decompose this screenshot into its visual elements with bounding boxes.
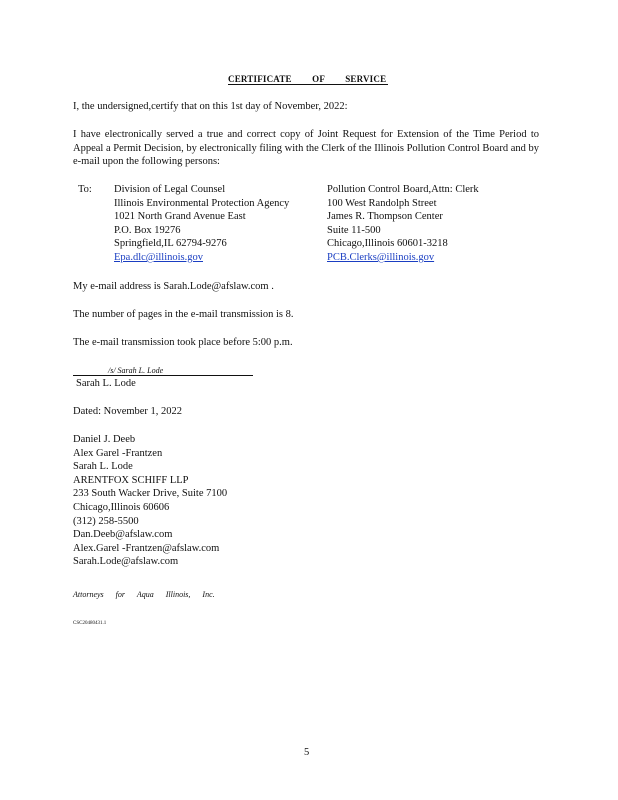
transmission-time-text: The e-mail transmission took place before 5:00 p.m. <box>73 337 293 348</box>
recipient-2-line: Suite 11-500 <box>327 224 381 236</box>
recipient-2-line: James R. Thompson Center <box>327 211 443 223</box>
recipient-block-2 <box>327 183 479 265</box>
attorney-line: 233 South Wacker Drive, Suite 7100 <box>73 488 228 500</box>
recipient-2-email-link[interactable]: PCB.Clerks@illinois.gov <box>327 251 435 263</box>
attorney-line: ARENTFOX SCHIFF LLP <box>73 474 189 486</box>
attorney-line: (312) 258-5500 <box>73 515 139 527</box>
recipient-block-1 <box>114 183 289 265</box>
body-paragraph: I have electronically served a true and correct copy of Joint Request for Extension of the Time Period to Appeal a Permit Decision, by electronically filing with the Clerk of the Illinois Pollution Control Board and by e-mail upon the following persons: <box>73 129 539 167</box>
to-label: To: <box>78 184 92 195</box>
attorney-line: Sarah.Lode@afslaw.com <box>73 556 179 568</box>
signature: /s/ Sarah L. Lode <box>108 366 164 375</box>
intro-text: I, the undersigned,certify that on this 1st day of November, 2022: <box>73 101 348 112</box>
recipient-1-line: 1021 North Grand Avenue East <box>114 211 246 223</box>
recipient-1-line: Illinois Environmental Protection Agency <box>114 197 290 209</box>
attorney-line: Chicago,Illinois 60606 <box>73 501 170 513</box>
attorney-block <box>73 433 227 569</box>
attorney-line: Alex Garel -Frantzen <box>73 447 163 459</box>
attorneys-for-line: Attorneys for Aqua Illinois, Inc. <box>73 590 215 599</box>
page-count-text: The number of pages in the e-mail transmission is 8. <box>73 309 294 320</box>
attorney-line: Dan.Deeb@afslaw.com <box>73 529 173 541</box>
attorney-line: Daniel J. Deeb <box>73 434 136 445</box>
attorney-line: Sarah L. Lode <box>73 461 133 473</box>
recipient-1-line: Springfield,IL 62794-9276 <box>114 238 227 250</box>
page-number: 5 <box>304 747 310 758</box>
page-title: CERTIFICATE OF SERVICE <box>228 74 387 84</box>
recipient-2-line: Chicago,Illinois 60601-3218 <box>327 238 448 250</box>
recipient-1-line: P.O. Box 19276 <box>114 224 181 236</box>
attorney-line: Alex.Garel -Frantzen@afslaw.com <box>73 542 220 554</box>
recipient-1-email-link[interactable]: Epa.dlc@illinois.gov <box>114 251 203 263</box>
signer-name: Sarah L. Lode <box>76 378 136 389</box>
recipient-2-line: 100 West Randolph Street <box>327 197 437 209</box>
my-email-text: My e-mail address is Sarah.Lode@afslaw.com . <box>73 281 274 292</box>
recipient-2-line: Pollution Control Board,Attn: Clerk <box>327 184 479 195</box>
signature-line <box>73 375 253 376</box>
date-line: Dated: November 1, 2022 <box>73 406 183 417</box>
recipient-1-line: Division of Legal Counsel <box>114 184 226 195</box>
document-id: CSC20480431.1 <box>73 621 107 626</box>
